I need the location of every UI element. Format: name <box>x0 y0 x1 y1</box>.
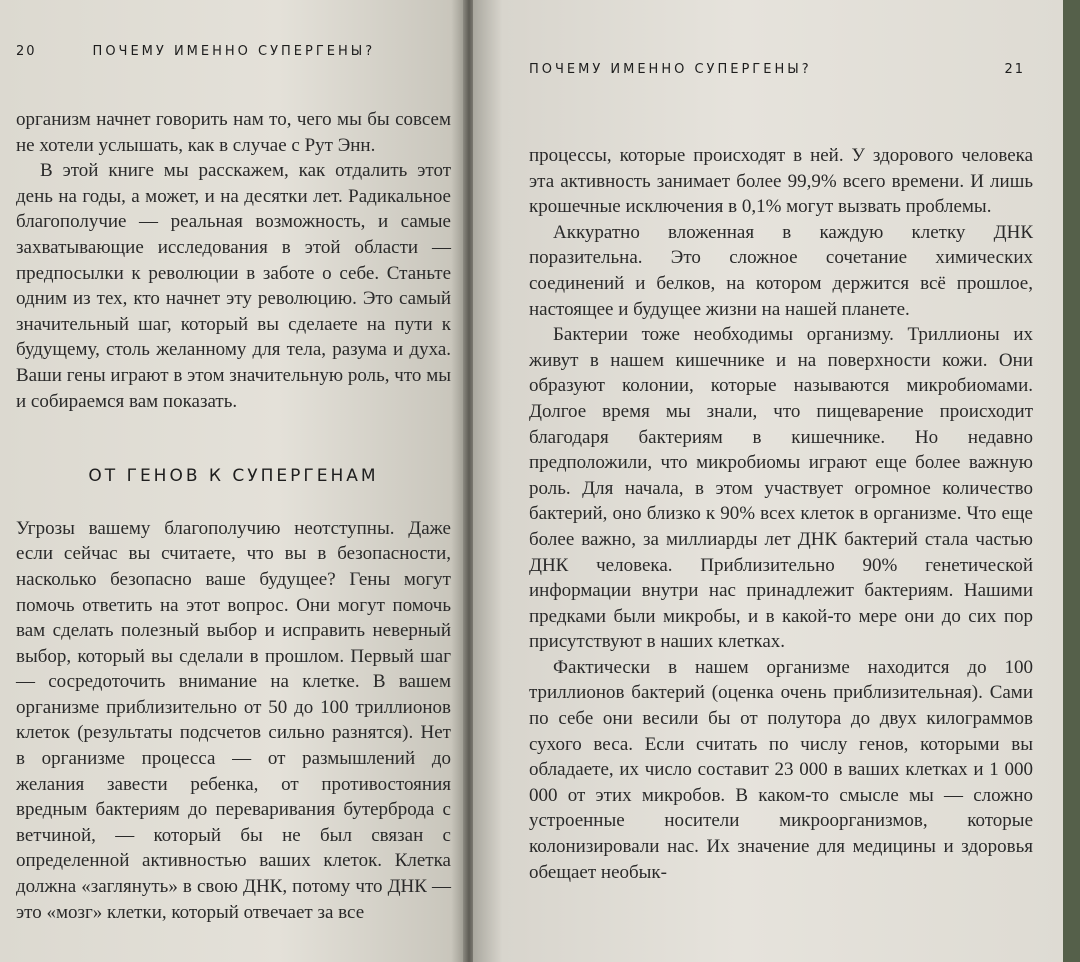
page-number: 21 <box>1004 62 1025 77</box>
right-body-text <box>529 143 1033 885</box>
paragraph: Бактерии тоже необходимы организму. Триллионы их живут в нашем кишечнике и на поверхности кожи. Они образуют колонии, которые называются микробиомами. Долгое время мы знали, что пищеварение происходит благодаря бактериям в кишечнике. Но недавно предположили, что микробиомы играют еще более важную роль. Для начала, в этом участвует огромное количество бактерий, оно близко к 90% всех клеток в организме. Что еще более важно, за миллиарды лет ДНК бактерий стала частью ДНК человека. Приблизительно 90% генетической информации внутри нас принадлежит бактериям. Нашими предками были микробы, и в какой-то мере они до сих пор присутствуют в наших клетках. <box>529 324 1033 653</box>
right-header <box>529 62 1033 77</box>
paragraph: организм начнет говорить нам то, чего мы бы совсем не хотели услышать, как в случае с Рут Энн. <box>16 109 451 156</box>
paragraph: Аккуратно вложенная в каждую клетку ДНК поразительна. Это сложное сочетание химических соединений и белков, на котором держится всё прошлое, настоящее и будущее жизни на нашей планете. <box>529 221 1033 320</box>
right-page <box>473 0 1063 962</box>
section-heading: ОТ ГЕНОВ К СУПЕРГЕНАМ <box>88 466 379 487</box>
paragraph: Фактически в нашем организме находится до 100 триллионов бактерий (оценка очень приблизительная). Сами по себе они весили бы от полутора до двух килограммов сухого веса. Если считать по числу генов, которыми вы обладаете, их число составит 23 000 в ваших клетках и 1 000 000 от этих микробов. В каком-то смысле мы — сложно устроенные носители микроорганизмов, которые колонизировали нас. Их значение для медицины и здоровья обещает необык- <box>529 656 1033 883</box>
page-number: 20 <box>16 44 37 59</box>
running-head: ПОЧЕМУ ИМЕННО СУПЕРГЕНЫ? <box>92 44 376 59</box>
paragraph: В этой книге мы расскажем, как отдалить этот день на годы, а может, и на десятки лет. Радикальное благополучие — реальная возможность, и самые захватывающие исследования в этой области — предпосылки к революции в заботе о себе. Станьте одним из тех, кто начнет эту революцию. Это самый значительный шаг, который вы сделаете на пути к будущему, столь желанному для тела, разума и духа. Ваши гены играют в этом значительную роль, что мы и собираемся вам показать. <box>16 160 451 412</box>
running-head: ПОЧЕМУ ИМЕННО СУПЕРГЕНЫ? <box>529 62 812 77</box>
paragraph: процессы, которые происходят в ней. У здорового человека эта активность занимает более 99,9% всего времени. И лишь крошечные исключения в 0,1% могут вызвать проблемы. <box>529 145 1033 218</box>
paragraph: Угрозы вашему благополучию неотступны. Даже если сейчас вы считаете, что вы в безопасности, насколько безопасно ваше будущее? Гены могут помочь ответить на этот вопрос. Они могут помочь вам сделать полезный выбор и исправить неверный выбор, который вы сделали в прошлом. Первый шаг — сосредоточить внимание на клетке. В вашем организме приблизительно от 50 до 100 триллионов клеток (результаты подсчетов сильно разнятся). Нет в организме процесса — от размышлений до желания завести ребенка, от противостояния вредным бактериям до переваривания бутерброда с ветчиной, — который бы не был связан с определенной активностью ваших клеток. Клетка должна «заглянуть» в свою ДНК, потому что ДНК — это «мозг» клетки, который отвечает за все <box>16 517 451 923</box>
left-header <box>16 44 451 59</box>
left-page <box>0 0 465 962</box>
left-body-text <box>16 107 451 925</box>
